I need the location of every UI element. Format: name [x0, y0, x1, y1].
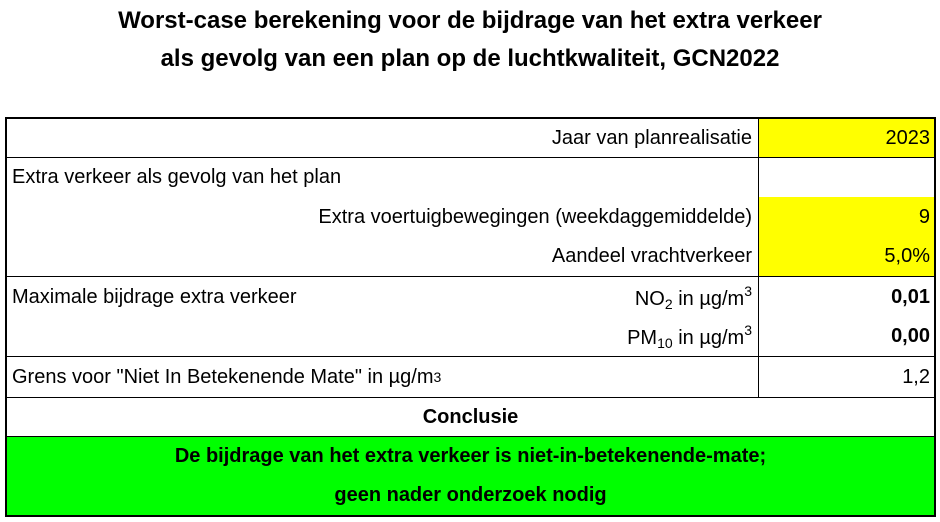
vracht-label: Aandeel vrachtverkeer — [551, 245, 752, 267]
pm10-value: 0,00 — [758, 317, 934, 356]
page-title — [0, 2, 940, 78]
row-no2 — [7, 277, 934, 317]
jaar-input[interactable]: 2023 — [758, 119, 934, 157]
pm10-unit-label — [627, 322, 752, 351]
conclusion-heading: Conclusie — [422, 405, 519, 428]
no2-prefix: NO — [634, 287, 665, 310]
grens-superscript: 3 — [433, 369, 442, 385]
row-grens — [7, 357, 934, 397]
title-line-1: Worst-case berekening voor de bijdrage van het extra verkeer — [118, 7, 822, 34]
row-jaar — [7, 119, 934, 157]
pm10-unit: in µg/m — [672, 327, 745, 349]
title-line-2: als gevolg van een plan op de luchtkwaliteit, GCN2022 — [160, 45, 780, 72]
row-pm10 — [7, 317, 934, 356]
vracht-input[interactable]: 5,0% — [758, 237, 934, 276]
no2-unit: in µg/m — [672, 287, 745, 310]
no2-value: 0,01 — [758, 277, 934, 317]
row-bewegingen — [7, 197, 934, 237]
conclusion-line-1: De bijdrage van het extra verkeer is niet-in-betekenende-mate; — [174, 445, 767, 467]
no2-superscript: 3 — [744, 282, 752, 299]
row-vracht — [7, 237, 934, 276]
pm10-label-cell — [7, 317, 758, 356]
empty-cell — [758, 158, 934, 197]
bewegingen-input[interactable]: 9 — [758, 197, 934, 237]
no2-label-cell — [7, 277, 758, 317]
calculation-sheet — [5, 117, 936, 517]
grens-label-cell — [7, 357, 758, 397]
no2-unit-label — [635, 283, 752, 312]
max-bijdrage-label: Maximale bijdrage extra verkeer — [12, 285, 297, 308]
row-extra-header — [7, 158, 934, 197]
grens-value: 1,2 — [758, 357, 934, 397]
bewegingen-label: Extra voertuigbewegingen (weekdaggemiddelde) — [318, 205, 752, 228]
conclusion-line-2: geen nader onderzoek nodig — [334, 484, 607, 506]
jaar-label: Jaar van planrealisatie — [551, 126, 752, 149]
pm10-subscript: 10 — [657, 335, 673, 351]
conclusion-box — [7, 436, 934, 515]
pm10-prefix: PM — [627, 327, 658, 349]
pm10-superscript: 3 — [744, 322, 752, 338]
grens-label: Grens voor "Niet In Betekenende Mate" in µg/m — [12, 365, 434, 388]
extra-verkeer-heading: Extra verkeer als gevolg van het plan — [12, 166, 342, 188]
no2-subscript: 2 — [664, 295, 673, 312]
